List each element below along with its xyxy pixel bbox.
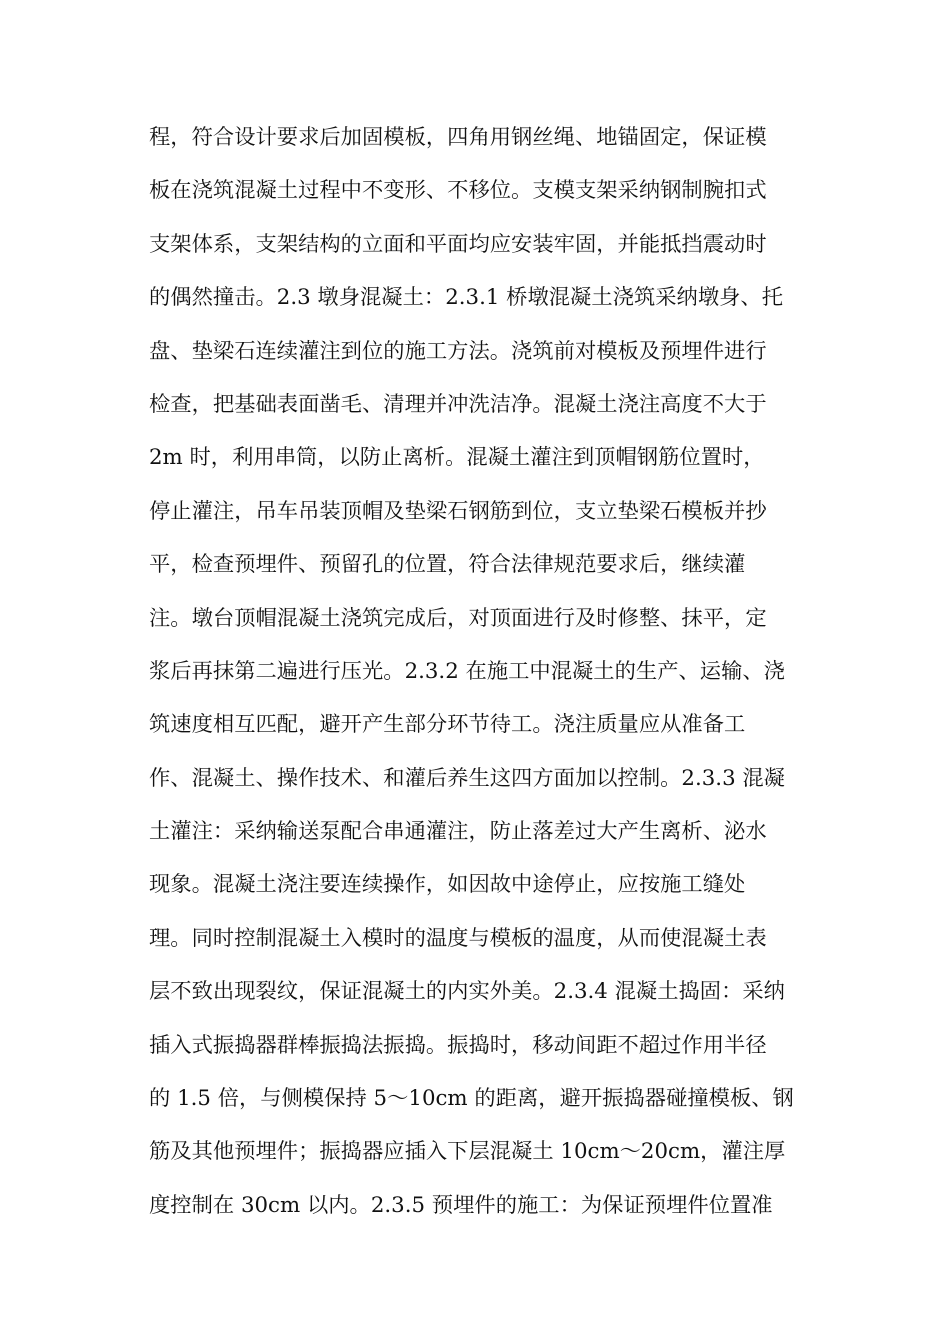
paragraph-line: 层不致出现裂纹，保证混凝土的内实外美。2.3.4 混凝土捣固：采纳 (149, 979, 785, 1005)
paragraph-line: 支架体系，支架结构的立面和平面均应安装牢固，并能抵挡震动时 (149, 231, 767, 257)
paragraph-line: 盘、垫梁石连续灌注到位的施工方法。浇筑前对模板及预埋件进行 (149, 338, 767, 364)
paragraph-line: 作、混凝土、操作技术、和灌后养生这四方面加以控制。2.3.3 混凝 (149, 765, 785, 791)
paragraph-line: 度控制在 30cm 以内。2.3.5 预埋件的施工：为保证预埋件位置准 (149, 1192, 773, 1218)
paragraph-line: 土灌注：采纳输送泵配合串通灌注，防止落差过大产生离析、泌水 (149, 819, 767, 845)
paragraph-line: 2m 时，利用串筒，以防止离析。混凝土灌注到顶帽钢筋位置时， (149, 445, 765, 471)
body-paragraph (149, 116, 809, 1237)
paragraph-line: 平，检查预埋件、预留孔的位置，符合法律规范要求后，继续灌 (149, 552, 746, 578)
paragraph-line: 理。同时控制混凝土入模时的温度与模板的温度，从而使混凝土表 (149, 925, 767, 951)
paragraph-line: 板在浇筑混凝土过程中不变形、不移位。支模支架采纳钢制腕扣式 (149, 178, 767, 204)
paragraph-line: 的偶然撞击。2.3 墩身混凝土：2.3.1 桥墩混凝土浇筑采纳墩身、托 (149, 285, 784, 311)
paragraph-line: 插入式振捣器群棒振捣法振捣。振捣时，移动间距不超过作用半径 (149, 1032, 767, 1058)
paragraph-line: 程，符合设计要求后加固模板，四角用钢丝绳、地锚固定，保证模 (149, 125, 767, 150)
paragraph-line: 筑速度相互匹配，避开产生部分环节待工。浇注质量应从准备工 (149, 712, 746, 738)
paragraph-line: 筋及其他预埋件；振捣器应插入下层混凝土 10cm～20cm，灌注厚 (149, 1139, 786, 1165)
paragraph-line: 注。墩台顶帽混凝土浇筑完成后，对顶面进行及时修整、抹平，定 (149, 605, 767, 631)
paragraph-line: 停止灌注，吊车吊装顶帽及垫梁石钢筋到位，支立垫梁石模板并抄 (149, 498, 767, 524)
paragraph-line: 的 1.5 倍，与侧模保持 5～10cm 的距离，避开振捣器碰撞模板、钢 (149, 1086, 794, 1112)
paragraph-line: 浆后再抹第二遍进行压光。2.3.2 在施工中混凝土的生产、运输、浇 (149, 658, 785, 684)
paragraph-line: 现象。混凝土浇注要连续操作，如因故中途停止，应按施工缝处 (149, 872, 746, 898)
paragraph-line: 检查，把基础表面凿毛、清理并冲洗洁净。混凝土浇注高度不大于 (149, 391, 767, 417)
